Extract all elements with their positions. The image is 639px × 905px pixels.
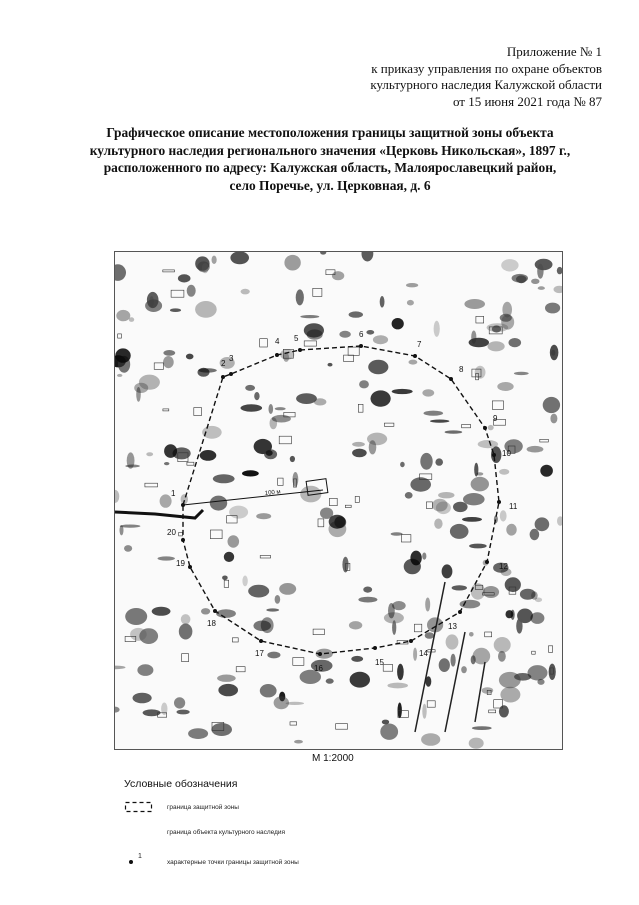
map-blob — [164, 462, 169, 465]
map-blob — [442, 564, 453, 578]
map-blob — [400, 462, 405, 467]
map-blob — [478, 440, 498, 448]
map-blob — [554, 286, 563, 293]
boundary-point-label: 4 — [275, 337, 280, 346]
map-blob — [511, 610, 515, 620]
map-blob — [460, 600, 481, 609]
map-blob — [446, 634, 459, 649]
map-blob — [488, 425, 494, 430]
map-blob — [115, 707, 120, 713]
map-blob — [392, 318, 404, 329]
legend-point-number: 1 — [138, 853, 142, 860]
map-building — [313, 629, 324, 635]
map-building — [358, 404, 363, 412]
map-building — [330, 498, 338, 505]
map-blob — [198, 368, 210, 377]
map-blob — [139, 628, 158, 644]
boundary-point — [373, 646, 377, 650]
map-blob — [269, 404, 274, 414]
map-blob — [421, 733, 440, 746]
appendix-header — [370, 44, 602, 110]
map-blob — [216, 609, 236, 618]
map-blob — [261, 617, 274, 633]
map-blob — [509, 338, 522, 347]
map-blob — [483, 586, 499, 598]
map-building — [304, 341, 316, 346]
map-blob — [222, 576, 228, 581]
map-blob — [267, 652, 280, 659]
map-building — [293, 658, 304, 666]
map-blob — [279, 583, 296, 595]
point-marker-symbol — [124, 853, 134, 867]
boundary-point-label: 11 — [509, 502, 518, 511]
map-blob — [451, 654, 456, 667]
boundary-point — [483, 426, 487, 430]
map-blob — [164, 444, 177, 458]
map-blob — [438, 492, 454, 498]
map-building — [355, 496, 359, 502]
map-blob — [179, 624, 193, 640]
map-blob — [349, 621, 362, 629]
map-building — [532, 651, 536, 654]
map-blob — [266, 450, 273, 456]
map-blob — [538, 286, 545, 290]
map-blob — [296, 393, 317, 404]
map-blob — [326, 678, 334, 683]
map-blob — [494, 637, 511, 653]
map-blob — [248, 585, 269, 598]
map-blob — [163, 350, 175, 356]
map-blob — [351, 656, 363, 662]
boundary-point-label: 20 — [167, 528, 176, 537]
map-blob — [452, 585, 467, 590]
map-blob — [450, 524, 469, 539]
map-blob — [461, 666, 467, 673]
boundary-point-label: 18 — [207, 619, 216, 628]
map-blob — [535, 517, 550, 531]
map-blob — [178, 274, 191, 282]
map-blob — [224, 552, 234, 562]
map-blob — [531, 591, 538, 599]
map-blob — [296, 289, 304, 305]
map-blob — [146, 452, 153, 456]
map-blob — [505, 577, 521, 592]
map-blob — [177, 710, 190, 715]
legend-item-object-boundary — [124, 829, 424, 841]
map-blob — [514, 372, 529, 375]
map-building — [336, 724, 348, 730]
map-blob — [304, 323, 324, 337]
map-blob — [329, 515, 346, 529]
map-blob — [188, 728, 208, 739]
map-blob — [464, 299, 485, 309]
boundary-point — [449, 377, 453, 381]
map-blob — [152, 607, 171, 616]
map-building — [179, 532, 183, 536]
map-blob — [499, 469, 509, 475]
title-line-2: культурного наследия регионального значения «Церковь Никольская», 1897 г., — [89, 142, 571, 158]
map-blob — [543, 397, 560, 413]
map-blob — [434, 519, 442, 529]
map-building — [462, 425, 471, 428]
radius-label: 100 м — [264, 489, 281, 497]
boundary-point — [259, 639, 263, 643]
legend-item-zone-boundary — [124, 800, 424, 816]
map-blob — [373, 335, 388, 344]
map-building — [232, 638, 238, 642]
boundary-point — [318, 652, 322, 656]
map-blob — [550, 345, 559, 360]
map-building — [384, 423, 394, 426]
map-blob — [275, 407, 286, 410]
map-blob — [557, 516, 562, 526]
map-figure — [114, 251, 563, 750]
map-blob — [170, 308, 181, 312]
map-blob — [512, 274, 528, 283]
legend-label-points: характерные точки границы защитной зоны — [167, 859, 299, 866]
map-building — [549, 646, 553, 653]
boundary-point-label: 1 — [171, 489, 176, 498]
map-blob — [422, 389, 434, 396]
map-blob — [362, 252, 374, 262]
boundary-point — [181, 538, 185, 542]
boundary-point — [359, 344, 363, 348]
boundary-point-label: 15 — [375, 658, 384, 667]
map-blob — [550, 414, 557, 424]
map-blob — [202, 263, 209, 273]
map-building — [348, 347, 359, 355]
map-blob — [380, 296, 385, 308]
map-blob — [501, 315, 514, 330]
map-blob — [314, 398, 327, 405]
title-line-1: Графическое описание местоположения границы защитной зоны объекта — [106, 125, 554, 140]
boundary-point — [413, 354, 417, 358]
boundary-point — [213, 609, 217, 613]
map-blob — [537, 264, 543, 279]
dashed-boundary-symbol — [124, 800, 154, 814]
map-blob — [391, 532, 403, 535]
boundary-point — [229, 372, 233, 376]
map-blob — [531, 279, 539, 284]
map-building — [182, 654, 189, 662]
boundary-point-label: 9 — [493, 414, 498, 423]
map-blob — [136, 387, 141, 402]
aerial-map — [115, 252, 562, 749]
map-blob — [469, 738, 484, 749]
map-blob — [498, 651, 506, 662]
map-building — [485, 632, 492, 637]
map-blob — [471, 477, 489, 492]
map-blob — [387, 683, 408, 689]
map-blob — [339, 331, 350, 338]
map-building — [344, 355, 354, 361]
boundary-point-label: 12 — [499, 562, 508, 571]
map-blob — [270, 417, 278, 429]
map-blob — [294, 740, 303, 744]
map-blob — [359, 380, 369, 388]
map-blob — [213, 474, 235, 483]
map-blob — [500, 687, 520, 703]
map-blob — [349, 311, 363, 317]
map-blob — [117, 374, 122, 377]
map-blob — [275, 595, 281, 604]
map-blob — [530, 529, 540, 540]
map-blob — [420, 453, 432, 470]
map-building — [313, 288, 322, 296]
map-building — [210, 530, 222, 539]
map-blob — [230, 252, 249, 264]
map-blob — [445, 430, 463, 433]
map-blob — [187, 285, 196, 297]
map-building — [187, 462, 194, 465]
map-blob — [369, 440, 377, 454]
boundary-point-label: 8 — [459, 365, 464, 374]
map-blob — [425, 632, 434, 639]
boundary-point-label: 17 — [255, 649, 264, 658]
boundary-point-label: 3 — [229, 354, 234, 363]
boundary-point — [492, 453, 496, 457]
map-blob — [392, 389, 413, 394]
boundary-point-label: 13 — [448, 622, 457, 631]
map-blob — [380, 724, 398, 740]
boundary-point — [458, 610, 462, 614]
map-blob — [158, 556, 175, 560]
map-building — [145, 483, 158, 487]
map-building — [492, 401, 503, 409]
map-blob — [492, 325, 501, 332]
map-blob — [284, 255, 300, 271]
title-line-3: расположенного по адресу: Калужская область, Малоярославецкий район, — [103, 160, 557, 175]
map-blob — [186, 354, 194, 360]
map-blob — [363, 587, 372, 593]
map-blob — [242, 576, 247, 587]
map-blob — [217, 675, 236, 682]
map-building — [318, 519, 324, 527]
map-blob — [218, 684, 238, 696]
map-building — [163, 270, 175, 272]
map-building — [489, 710, 496, 713]
map-building — [383, 665, 393, 672]
map-blob — [274, 696, 289, 709]
map-blob — [497, 382, 513, 391]
appendix-line-1: Приложение № 1 — [506, 44, 602, 59]
legend-title: Условные обозначения — [124, 778, 238, 790]
boundary-point-label: 10 — [502, 449, 511, 458]
map-blob — [147, 292, 159, 308]
map-blob — [228, 535, 240, 547]
map-blob — [397, 664, 404, 680]
map-blob — [516, 618, 522, 633]
boundary-point-label: 6 — [359, 330, 364, 339]
map-building — [260, 339, 268, 347]
map-blob — [430, 420, 449, 423]
map-blob — [469, 544, 487, 549]
map-building — [426, 502, 432, 509]
map-blob — [405, 492, 413, 499]
map-blob — [463, 493, 485, 505]
map-blob — [527, 446, 544, 453]
map-blob — [242, 470, 259, 476]
road — [115, 510, 203, 518]
map-blob — [406, 283, 418, 287]
boundary-point — [497, 500, 501, 504]
map-blob — [212, 256, 217, 264]
map-blob — [245, 385, 255, 391]
map-blob — [116, 310, 130, 321]
map-blob — [545, 303, 560, 314]
map-blob — [434, 321, 440, 337]
map-blob — [488, 341, 505, 351]
map-blob — [352, 442, 365, 447]
map-blob — [506, 524, 516, 536]
legend-item-points — [124, 853, 424, 867]
map-blob — [163, 356, 174, 368]
map-blob — [474, 463, 478, 477]
map-building — [476, 316, 484, 323]
map-blob — [211, 723, 232, 736]
map-blob — [137, 664, 153, 676]
appendix-line-2: к приказу управления по охране объектов — [371, 60, 602, 76]
map-building — [401, 535, 411, 542]
boundary-point-label: 7 — [417, 340, 422, 349]
map-blob — [425, 598, 430, 612]
appendix-line-4: от 15 июня 2021 года № 87 — [452, 93, 602, 109]
map-blob — [195, 301, 217, 318]
map-building — [154, 363, 163, 369]
boundary-point — [275, 353, 279, 357]
legend-label-object-boundary: граница объекта культурного наследия — [167, 829, 286, 836]
map-blob — [500, 510, 507, 521]
legend-label-zone-boundary: граница защитной зоны — [167, 804, 239, 811]
map-blob — [160, 494, 172, 507]
map-blob — [368, 360, 388, 375]
map-blob — [439, 658, 450, 672]
map-blob — [472, 726, 492, 730]
boundary-point — [485, 560, 489, 564]
map-blob — [115, 264, 126, 281]
boundary-point — [298, 348, 302, 352]
map-blob — [352, 449, 367, 458]
map-building — [279, 436, 291, 444]
map-blob — [120, 525, 124, 535]
map-blob — [535, 259, 553, 270]
boundary-point-label: 14 — [419, 649, 428, 658]
map-blob — [453, 502, 468, 512]
map-blob — [462, 517, 482, 522]
map-blob — [115, 666, 126, 670]
map-blob — [501, 259, 518, 271]
map-blob — [499, 705, 509, 717]
map-building — [118, 334, 122, 338]
map-blob — [290, 456, 295, 462]
map-blob — [241, 404, 263, 411]
map-blob — [115, 348, 130, 362]
map-blob — [540, 465, 553, 477]
map-blob — [422, 553, 426, 560]
map-blob — [332, 271, 344, 280]
boundary-point-label: 19 — [176, 559, 185, 568]
boundary-point-label: 2 — [221, 359, 226, 368]
map-blob — [229, 506, 248, 519]
map-blob — [366, 330, 374, 335]
map-blob — [139, 375, 160, 390]
map-blob — [125, 608, 147, 625]
map-blob — [200, 450, 217, 461]
map-scale: М 1:2000 — [312, 753, 354, 764]
map-blob — [124, 545, 132, 552]
map-blob — [469, 632, 474, 637]
map-blob — [125, 465, 140, 468]
title-line-4: село Поречье, ул. Церковная, д. 6 — [229, 177, 431, 193]
map-blob — [210, 496, 227, 511]
boundary-point — [221, 375, 225, 379]
map-blob — [371, 390, 391, 406]
map-blob — [409, 360, 418, 365]
map-blob — [350, 672, 370, 688]
boundary-point-label: 5 — [294, 334, 299, 343]
map-blob — [254, 392, 259, 400]
map-blob — [471, 655, 476, 664]
map-building — [171, 290, 184, 297]
map-blob — [549, 664, 556, 680]
map-building — [278, 478, 283, 485]
map-blob — [557, 267, 562, 274]
map-blob — [388, 603, 395, 618]
map-blob — [241, 289, 250, 295]
appendix-line-3: культурного наследия Калужской области — [370, 77, 602, 92]
boundary-point — [188, 565, 192, 569]
map-blob — [407, 300, 414, 306]
map-blob — [528, 665, 548, 680]
document-title — [60, 124, 600, 194]
map-blob — [181, 614, 191, 624]
map-blob — [424, 411, 444, 416]
map-blob — [133, 693, 152, 704]
map-building — [427, 701, 435, 707]
map-blob — [413, 648, 417, 661]
map-building — [345, 505, 351, 507]
map-blob — [201, 608, 210, 614]
map-blob — [266, 608, 279, 611]
map-building — [290, 722, 297, 725]
map-blob — [300, 315, 319, 318]
map-blob — [410, 551, 421, 566]
map-building — [414, 624, 421, 632]
map-building — [194, 408, 202, 416]
map-building — [540, 439, 549, 442]
map-blob — [328, 363, 333, 367]
map-building — [224, 580, 229, 587]
map-blob — [115, 490, 119, 503]
map-blob — [432, 499, 448, 512]
map-blob — [435, 458, 443, 465]
boundary-point — [409, 639, 413, 643]
map-building — [260, 556, 270, 559]
map-blob — [174, 697, 185, 708]
map-blob — [358, 597, 377, 603]
map-texture — [115, 252, 562, 749]
map-blob — [256, 513, 271, 519]
map-blob — [392, 620, 396, 635]
map-blob — [260, 684, 277, 697]
map-blob — [422, 704, 426, 719]
map-blob — [469, 338, 489, 347]
boundary-point-label: 16 — [314, 664, 323, 673]
map-blob — [320, 252, 326, 255]
map-building — [236, 667, 245, 672]
map-building — [163, 409, 169, 411]
